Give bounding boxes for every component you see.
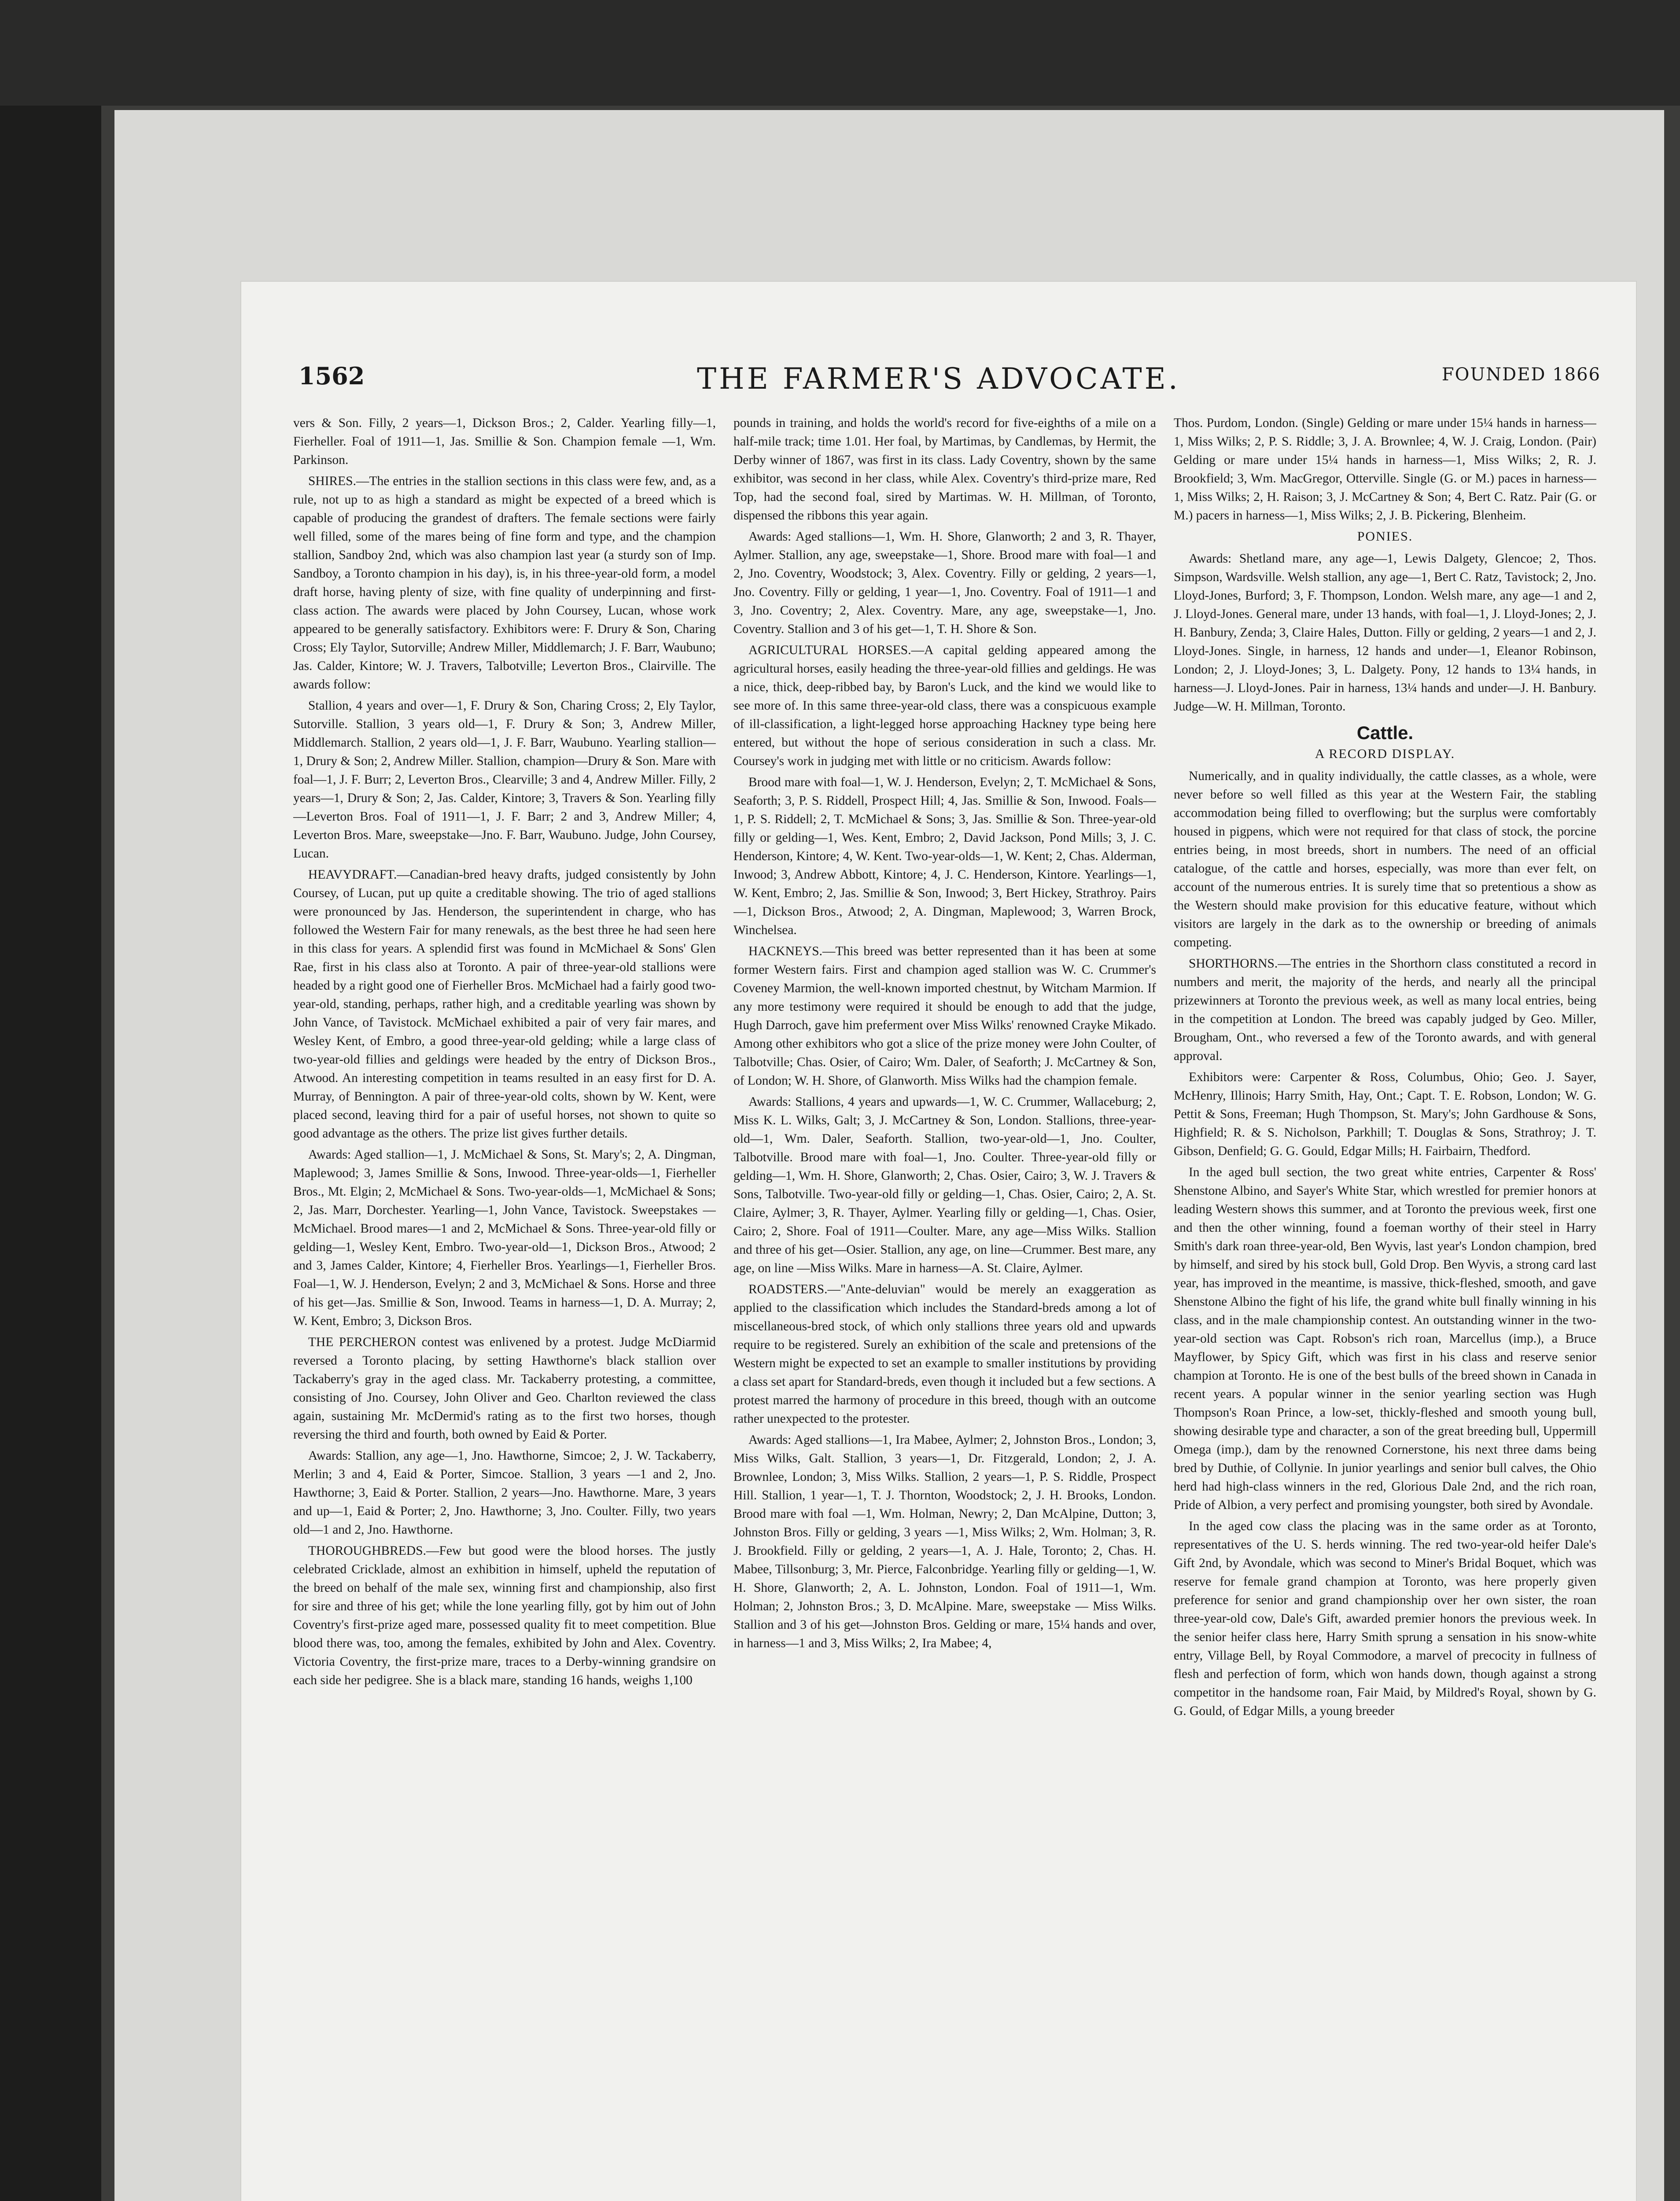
running-title: THE FARMER'S ADVOCATE. — [697, 362, 1180, 396]
paragraph: AGRICULTURAL HORSES.—A capital gelding appeared among the agricultural horses, easily heading the three-year-old fillies and geldings. He was a nice, thick, deep-ribbed bay, by Baron's Luck, and the kind we would like to see more of. In this same three-year-old class, there was a conspicuous example of ill-classification, a light-legged horse approaching Hackney type being here entered, but without the hope of serious consideration in such a class. Mr. Coursey's work in judging met with little or no criticism. Awards follow: — [733, 643, 1156, 768]
paragraph: Thos. Purdom, London. (Single) Gelding or mare under 15¼ hands in harness—1, Miss Wilks; 2, P. S. Riddle; 3, J. A. Brownlee; 4, W. J. Craig, London. (Pair) Gelding or mare under 15¼ hands in harness—1, Miss Wilks; 2, R. J. Brookfield; 3, Wm. MacGregor, Otterville. Single (G. or M.) paces in harness—1, Miss Wilks; 2, H. Raison; 3, J. McCartney & Son; 4, Bert C. Ratz. Pair (G. or M.) pacers in harness—1, Miss Wilks; 2, J. B. Pickering, Blenheim. — [1174, 416, 1596, 523]
paragraph: pounds in training, and holds the world's record for five-eighths of a mile on a half-mile track; time 1.01. Her foal, by Martimas, by Candlemas, by Hermit, the Derby winner of 1867, was first in its class. Lady Coventry, shown by the same exhibitor, was second in her class, while Alex. Coventry's third-prize mare, Red Top, had the second foal, sired by Martimas. W. H. Millman, of Toronto, dispensed the ribbons this year again. — [733, 416, 1156, 523]
paragraph: Awards: Stallion, any age—1, Jno. Hawthorne, Simcoe; 2, J. W. Tackaberry, Merlin; 3 and 4, Eaid & Porter, Simcoe. Stallion, 3 years —1 and 2, Jno. Hawthorne; 3, Eaid & Porter. Stallion, 2 years—Jno. Hawthorne. Mare, 3 years and up—1, Eaid & Porter; 2, Jno. Hawthorne; 3, Jno. Coulter. Filly, two years old—1 and 2, Jno. Hawthorne. — [293, 1449, 716, 1537]
paragraph: Exhibitors were: Carpenter & Ross, Columbus, Ohio; Geo. J. Sayer, McHenry, Illinois; Harry Smith, Hay, Ont.; Capt. T. E. Robson, London; W. G. Pettit & Sons, Freeman; Hugh Thompson, St. Mary's; John Gardhouse & Sons, Highfield; R. & S. Nicholson, Parkhill; T. Douglas & Sons, Strathroy; J. T. Gibson, Denfield; G. G. Gould, Edgar Mills; H. Fairbairn, Thedford. — [1174, 1070, 1596, 1158]
column-1 — [293, 414, 716, 2201]
column-2 — [733, 414, 1156, 2201]
cattle-heading: Cattle. — [1356, 722, 1414, 743]
paragraph: vers & Son. Filly, 2 years—1, Dickson Bros.; 2, Calder. Yearling filly—1, Fierheller. Foal of 1911—1, Jas. Smillie & Son. Champion female —1, Wm. Parkinson. — [293, 416, 716, 467]
cattle-section — [1174, 767, 1596, 1720]
column-3-roadsters-continued — [1174, 414, 1596, 525]
paragraph: Stallion, 4 years and over—1, F. Drury & Son, Charing Cross; 2, Ely Taylor, Sutorville. Stallion, 3 years old—1, F. Drury & Son; 3, Andrew Miller, Middlemarch. Stallion, 2 years old—1, J. F. Barr, Waubuno. Yearling stallion—1, Drury & Son; 2, Andrew Miller. Stallion, champion—Drury & Son. Mare with foal—1, J. F. Burr; 2, Leverton Bros., Clearville; 3 and 4, Andrew Miller. Filly, 2 years—1, Drury & Son; 2, Jas. Calder, Kintore; 3, Travers & Son. Yearling filly—Leverton Bros. Foal of 1911—1, J. F. Barr; 2 and 3, Andrew Miller; 4, Leverton Bros. Mare, sweepstake—Jno. F. Barr, Waubuno. Judge, John Coursey, Lucan. — [293, 699, 716, 861]
paragraph: Awards: Aged stallions—1, Ira Mabee, Aylmer; 2, Johnston Bros., London; 3, Miss Wilks, Galt. Stallion, 3 years—1, Dr. Fitzgerald, London; 2, J. A. Brownlee, London; 3, Miss Wilks. Stallion, 2 years—1, P. S. Riddle, Prospect Hill. Stallion, 1 year—1, T. J. Thornton, Woodstock; 2, J. H. Brooks, London. Brood mare with foal —1, Wm. Holman, Newry; 2, Dan McAlpine, Dutton; 3, Johnston Bros. Filly or gelding, 3 years —1, Miss Wilks; 2, Wm. Holman; 3, R. J. Brookfield. Filly or gelding, 2 years—1, A. J. Hale, Toronto; 2, Chas. H. Mabee, Tillsonburg; 3, Mr. Pierce, Falconbridge. Yearling filly or gelding—1, W. H. Shore, Glanworth; 2, A. L. Johnston, London. Foal of 1911—1, Wm. Holman; 2, Johnston Bros.; 3, D. McAlpine. Mare, sweepstake — Miss Wilks. Stallion and 3 of his get—Johnston Bros. Gelding or mare, 15¼ hands and over, in harness—1 and 3, Miss Wilks; 2, Ira Mabee; 4, — [733, 1433, 1156, 1650]
ponies-section — [1174, 549, 1596, 716]
paragraph: THOROUGHBREDS.—Few but good were the blood horses. The justly celebrated Cricklade, almost an exhibition in himself, upheld the reputation of the breed on behalf of the male sex, winning first and championship, also first for sire and three of his get; while the lone yearling filly, got by him out of John Coventry's first-prize aged mare, possessed quality fit to meet competition. Blue blood there was, too, among the females, exhibited by John and Alex. Coventry. Victoria Coventry, the first-prize mare, traces to a Derby-winning grandsire on each side her pedigree. She is a black mare, standing 16 hands, weighs 1,100 — [293, 1544, 716, 1687]
paragraph: THE PERCHERON contest was enlivened by a protest. Judge McDiarmid reversed a Toronto placing, by setting Hawthorne's black stallion over Tackaberry's gray in the aged class. Mr. Tackaberry protesting, a committee, consisting of Jno. Coursey, John Oliver and Geo. Charlton reviewed the class again, sustaining Mr. McDermid's rating as to the first two horses, though reversing the third and fourth, both owned by Eaid & Porter. — [293, 1335, 716, 1442]
paragraph: SHORTHORNS.—The entries in the Shorthorn class constituted a record in numbers and merit, the majority of the herds, and nearly all the principal prizewinners at Toronto the previous week, as well as many local entries, being in the competition at London. The breed was capably judged by Geo. Miller, Brougham, Ont., who reversed a few of the Toronto awards, and with general approval. — [1174, 957, 1596, 1063]
paragraph: Awards: Aged stallions—1, Wm. H. Shore, Glanworth; 2 and 3, R. Thayer, Aylmer. Stallion, any age, sweepstake—1, Shore. Brood mare with foal—1 and 2, Jno. Coventry, Woodstock; 3, Alex. Coventry. Filly or gelding, 2 years—1, Jno. Coventry. Filly or gelding, 1 year—1, Jno. Coventry. Foal of 1911—1 and 3, Jno. Coventry; 2, Alex. Coventry. Mare, any age, sweepstake—1, Jno. Coventry. Stallion and 3 of his get—1, T. H. Shore & Son. — [733, 530, 1156, 636]
paragraph: Awards: Aged stallion—1, J. McMichael & Sons, St. Mary's; 2, A. Dingman, Maplewood; 3, James Smillie & Sons, Inwood. Three-year-olds—1, Fierheller Bros., Mt. Elgin; 2, McMichael & Sons. Two-year-olds—1, McMichael & Sons; 2, Jas. Marr, Dorchester. Yearling—1, John Vance, Tavistock. Sweepstakes — McMichael. Brood mares—1 and 2, McMichael & Sons. Three-year-old filly or gelding—1, Wesley Kent, Embro. Two-year-old—1, Dickson Bros., Atwood; 2 and 3, James Calder, Kintore; 4, Fierheller Bros. Yearlings—1, Fierheller Bros. Foal—1, W. J. Henderson, Evelyn; 2 and 3, McMichael & Sons. Horse and three of his get—Jas. Smillie & Son, Inwood. Teams in harness—1, D. A. Murray; 2, W. Kent, Embro; 3, Dickson Bros. — [293, 1148, 716, 1328]
founded-note: FOUNDED 1866 — [1441, 364, 1601, 385]
page-number: 1562 — [298, 362, 365, 390]
paragraph: HEAVYDRAFT.—Canadian-bred heavy drafts, judged consistently by John Coursey, of Lucan, put up quite a creditable showing. The trio of aged stallions were pronounced by Jas. Henderson, the superintendent in charge, who has followed the Western Fair for many renewals, as the best three he had seen here in this class for years. A splendid first was found in McMichael & Sons' Glen Rae, first in his class also at Toronto. A pair of three-year-old stallions were headed by a right good one of Fierheller Bros. McMichael had a fairly good two-year-old, standing, perhaps, rather high, and a creditable yearling was shown by John Vance, of Tavistock. McMichael exhibited a pair of very fair mares, and Wesley Kent, of Embro, a good three-year-old gelding; while a large class of two-year-old fillies and geldings were headed by the entry of Dickson Bros., Atwood. An interesting competition in teams resulted in an easy first for D. A. Murray, of Bennington. A pair of three-year-old colts, shown by W. Kent, were placed second, leaving third for a pair of useful horses, not shown to quite so good advantage as the others. The prize list gives further details. — [293, 868, 716, 1141]
paragraph: In the aged bull section, the two great white entries, Carpenter & Ross' Shenstone Albino, and Sayer's White Star, which wrestled for premier honors at leading Western shows this summer, and at Toronto the previous week, first one and then the other winning, found a foeman worthy of their steel in Harry Smith's dark roan three-year-old, Ben Wyvis, last year's London champion, bred by himself, and sired by his stock bull, Gold Drop. Ben Wyvis, a strong card last year, has improved in the meantime, is massive, thick-fleshed, smooth, and gave Shenstone Albino the fight of his life, the grand white bull finally winning in his class, and in the male championship contest. An outstanding winner in the two-year-old section was Capt. Robson's rich roan, Marcellus (imp.), a Bruce Mayflower, by Spicy Gift, which was first in his class and reserve senior champion at Toronto. He is one of the best bulls of the breed shown in Canada in recent years. A popular winner in the senior yearling section was Hugh Thompson's Roan Prince, a low-set, thickly-fleshed and smooth young bull, showing desirable type and character, a son of the great breeding bull, Uppermill Omega (imp.), dam by the renowned Cornerstone, his next three dams being bred by Duthie, of Collynie. In junior yearlings and senior bull calves, the Ohio herd had high-class winners in the red, Glorious Dale 2nd, and the rich roan, Pride of Albion, a very perfect and promising youngster, both sired by Avondale. — [1174, 1165, 1596, 1512]
paragraph: Numerically, and in quality individually, the cattle classes, as a whole, were never before so well filled as this year at the Western Fair, the stabling accommodation being filled to overflowing; but the surplus were comfortably housed in pigpens, which were not required for that class of stock, the porcine entries being, in most breeds, short in numbers. The need of an official catalogue, of the cattle and horses, especially, was more than ever felt, on account of the numerous entries. It is surely time that so pretentious a show as the Western should make provision for this educative feature, without which visitors are largely in the dark as to the ownership or breeding of animals competing. — [1174, 769, 1596, 950]
paragraph: Awards: Shetland mare, any age—1, Lewis Dalgety, Glencoe; 2, Thos. Simpson, Wardsville. Welsh stallion, any age—1, Bert C. Ratz, Tavistock; 2, Jno. Lloyd-Jones, Burford; 3, F. Thompson, London. Welsh mare, any age—1 and 2, J. Lloyd-Jones. General mare, under 13 hands, with foal—1, J. Lloyd-Jones; 2, J. H. Banbury, Zenda; 3, Claire Hales, Dutton. Filly or gelding, 2 years—1 and 2, J. Lloyd-Jones. Single, in harness, 12 hands and under—1, Eleanor Robinson, London; 2, J. Lloyd-Jones; 3, L. Dalgety. Pony, 12 hands to 13¼ hands, in harness—J. Lloyd-Jones. Pair in harness, 13¼ hands and under—J. H. Banbury. Judge—W. H. Millman, Toronto. — [1174, 552, 1596, 714]
column-3 — [1174, 414, 1596, 2201]
paragraph: SHIRES.—The entries in the stallion sections in this class were few, and, as a rule, not up to as high a standard as might be expected of a breed which is capable of producing the grandest of drafters. The female sections were fairly well filled, some of the mares being of fine form and type, and the champion stallion, Sandboy 2nd, which was also champion last year (a sturdy son of Imp. Sandboy, a Toronto champion in his day), is, in his three-year-old form, a model draft horse, having plenty of size, with fine quality of underpinning and first-class action. The awards were placed by John Coursey, Lucan, whose work appeared to be generally satisfactory. Exhibitors were: F. Drury & Son, Charing Cross; Ely Taylor, Sutorville; Andrew Miller, Middlemarch; J. F. Barr, Waubuno; Jas. Calder, Kintore; W. J. Travers, Talbotville; Leverton Bros., Clairville. The awards follow: — [293, 474, 716, 692]
paragraph: ROADSTERS.—"Ante-deluvian" would be merely an exaggeration as applied to the classification which includes the Standard-breds among a lot of miscellaneous-bred stock, of which only stallions three years old and upwards require to be registered. Surely an exhibition of the scale and pretensions of the Western might be expected to set an example to smaller institutions by providing a class set apart for Standard-breds, even though it included but a few sections. A protest marred the harmony of procedure in this breed, though with an outcome rather unexpected to the protester. — [733, 1282, 1156, 1426]
paragraph: HACKNEYS.—This breed was better represented than it has been at some former Western fairs. First and champion aged stallion was W. C. Crummer's Coveney Marmion, the well-known imported chestnut, by Witcham Marmion. If any more testimony were required it should be enough to add that the judge, Hugh Darroch, gave him preferment over Miss Wilks' renowned Crayke Mikado. Among other exhibitors who got a slice of the prize money were John Coulter, of Talbotville; Chas. Osier, of Cairo; Wm. Daler, of Seaforth; J. McCartney & Son, of London; W. H. Shore, of Glanworth. Miss Wilks had the champion female. — [733, 944, 1156, 1088]
paragraph: In the aged cow class the placing was in the same order as at Toronto, representatives of the U. S. herds winning. The red two-year-old heifer Dale's Gift 2nd, by Avondale, which was second to Miner's Bridal Boquet, which was reserve for female grand champion at Toronto, was here properly given preference for senior and grand championship over her own sister, the roan three-year-old cow, Dale's Gift, awarded premier honors the previous week. In the senior heifer class here, Harry Smith sprung a sensation in his snow-white entry, Village Bell, by Royal Commodore, a marvel of precocity in fullness of flesh and perfection of form, which won hands down, though against a strong competitor in the handsome roan, Fair Maid, by Mildred's Royal, shown by G. G. Gould, of Edgar Mills, a young breeder — [1174, 1519, 1596, 1718]
scan-left-border — [0, 0, 101, 2201]
newspaper-page — [241, 282, 1636, 2201]
scan-top-border — [0, 0, 1680, 106]
paragraph: Awards: Stallions, 4 years and upwards—1, W. C. Crummer, Wallaceburg; 2, Miss K. L. Wilks, Galt; 3, J. McCartney & Son, London. Stallions, three-year-old—1, Wm. Daler, Seaforth. Stallion, two-year-old—1, Jno. Coulter, Talbotville. Brood mare with foal—1, Jno. Coulter. Three-year-old filly or gelding—1, Wm. H. Shore, Glanworth; 2, Chas. Osier, Cairo; 3, W. J. Travers & Sons, Talbotville. Two-year-old filly or gelding—1, Chas. Osier, Cairo; 2, A. St. Claire, Aylmer; 3, R. Thayer, Aylmer. Yearling filly or gelding—1, Chas. Osier, Cairo; 2, Shore. Foal of 1911—Coulter. Mare, any age—Miss Wilks. Stallion and three of his get—Osier. Stallion, any age, on line—Crummer. Best mare, any age, on line —Miss Wilks. Mare in harness—A. St. Claire, Aylmer. — [733, 1095, 1156, 1275]
ponies-heading: PONIES. — [1357, 529, 1413, 544]
article-columns — [293, 414, 1596, 2201]
paragraph: Brood mare with foal—1, W. J. Henderson, Evelyn; 2, T. McMichael & Sons, Seaforth; 3, P. S. Riddell, Prospect Hill; 4, Jas. Smillie & Son, Inwood. Foals—1, P. S. Riddell; 2, T. McMichael & Sons; 3, Jas. Smillie & Son. Three-year-old filly or gelding—1, Wes. Kent, Embro; 2, David Jackson, Pond Mills; 3, J. C. Henderson, Kintore; 4, W. Kent. Two-year-olds—1, W. Kent; 2, Chas. Alderman, Inwood; 3, Andrew Abbott, Kintore; 4, J. C. Henderson, Kintore. Yearlings—1, W. Kent, Embro; 2, Jas. Smillie & Son, Inwood; 3, Bert Hickey, Strathroy. Pairs —1, Dickson Bros., Atwood; 2, A. Dingman, Maplewood; 3, Warren Brock, Winchelsea. — [733, 775, 1156, 937]
cattle-subheading: A RECORD DISPLAY. — [1315, 747, 1455, 761]
